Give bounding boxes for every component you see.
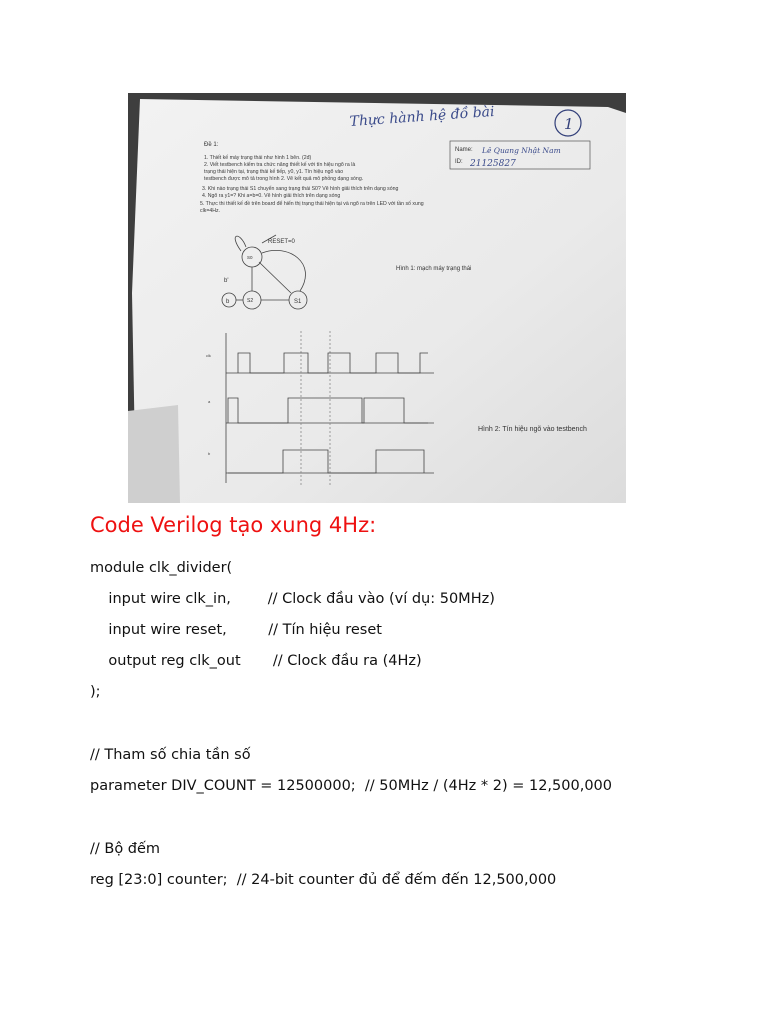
id-label: ID: <box>455 159 463 165</box>
reset-label: RESET=0 <box>268 239 295 245</box>
figure1-caption: Hình 1: mạch máy trạng thái <box>396 266 472 272</box>
side-label: b' <box>224 278 229 284</box>
blank-line <box>90 806 750 838</box>
task-line: 2. Viết testbench kiểm tra chức năng thiết kế với tín hiệu ngõ ra là <box>204 162 356 168</box>
exam-photo <box>128 93 626 503</box>
b-signal-label: b <box>208 451 211 456</box>
a-signal-label: a <box>208 399 211 404</box>
blank-line <box>90 712 750 744</box>
code-line: parameter DIV_COUNT = 12500000; // 50MHz / (4Hz * 2) = 12,500,000 <box>90 778 612 794</box>
code-line: output reg clk_out // Clock đầu ra (4Hz) <box>90 653 422 669</box>
code-block <box>90 557 750 900</box>
code-line: // Bộ đếm <box>90 841 161 857</box>
code-line: reg [23:0] counter; // 24-bit counter đủ để đếm đến 12,500,000 <box>90 872 557 888</box>
state-s2-label: S2 <box>247 298 254 304</box>
task-line: 4. Ngõ ra y1=? Khi a=b=0. Vẽ hình giải thích trên dạng sóng <box>202 193 341 199</box>
code-line: input wire reset, // Tín hiệu reset <box>90 622 382 638</box>
task-line: clk=4Hz. <box>200 208 221 214</box>
code-line: // Tham số chia tần số <box>90 747 251 763</box>
code-line: ); <box>90 684 101 700</box>
clk-signal-label: clk <box>206 353 211 358</box>
score-mark: 1 <box>564 115 574 133</box>
state-s1-label: S1 <box>294 299 302 305</box>
exam-title: Đề 1: <box>204 142 219 148</box>
task-line: 5. Thực thi thiết kế đề trên board để hiển thị trạng thái hiện tại và ngõ ra trên LED với tần số xung <box>200 201 424 207</box>
b-label: b <box>226 299 230 305</box>
name-value: Lê Quang Nhật Nam <box>482 146 561 155</box>
figure2-caption: Hình 2: Tín hiệu ngõ vào testbench <box>478 426 587 433</box>
state-s0-label: S0 <box>247 255 253 260</box>
code-line: input wire clk_in, // Clock đầu vào (ví dụ: 50MHz) <box>90 591 495 607</box>
task-line: 3. Khi nào trạng thái S1 chuyển sang trạng thái S0? Vẽ hình giải thích trên dạng sóng <box>202 186 399 192</box>
section-heading: Code Verilog tạo xung 4Hz: <box>90 513 377 537</box>
name-label: Name: <box>455 147 473 153</box>
code-line: module clk_divider( <box>90 560 233 576</box>
task-line: 1. Thiết kế máy trạng thái như hình 1 bên. (2đ) <box>204 155 312 161</box>
id-value: 21125827 <box>470 159 516 169</box>
task-line: trạng thái hiện tại, trạng thái kế tiếp, y0, y1. Tín hiệu ngõ vào <box>204 169 344 175</box>
task-line: testbench được mô tả trong hình 2. Vẽ kết quả mô phỏng dạng sóng. <box>204 176 364 182</box>
handwritten-header: Thực hành hệ đồ bài <box>349 103 495 130</box>
